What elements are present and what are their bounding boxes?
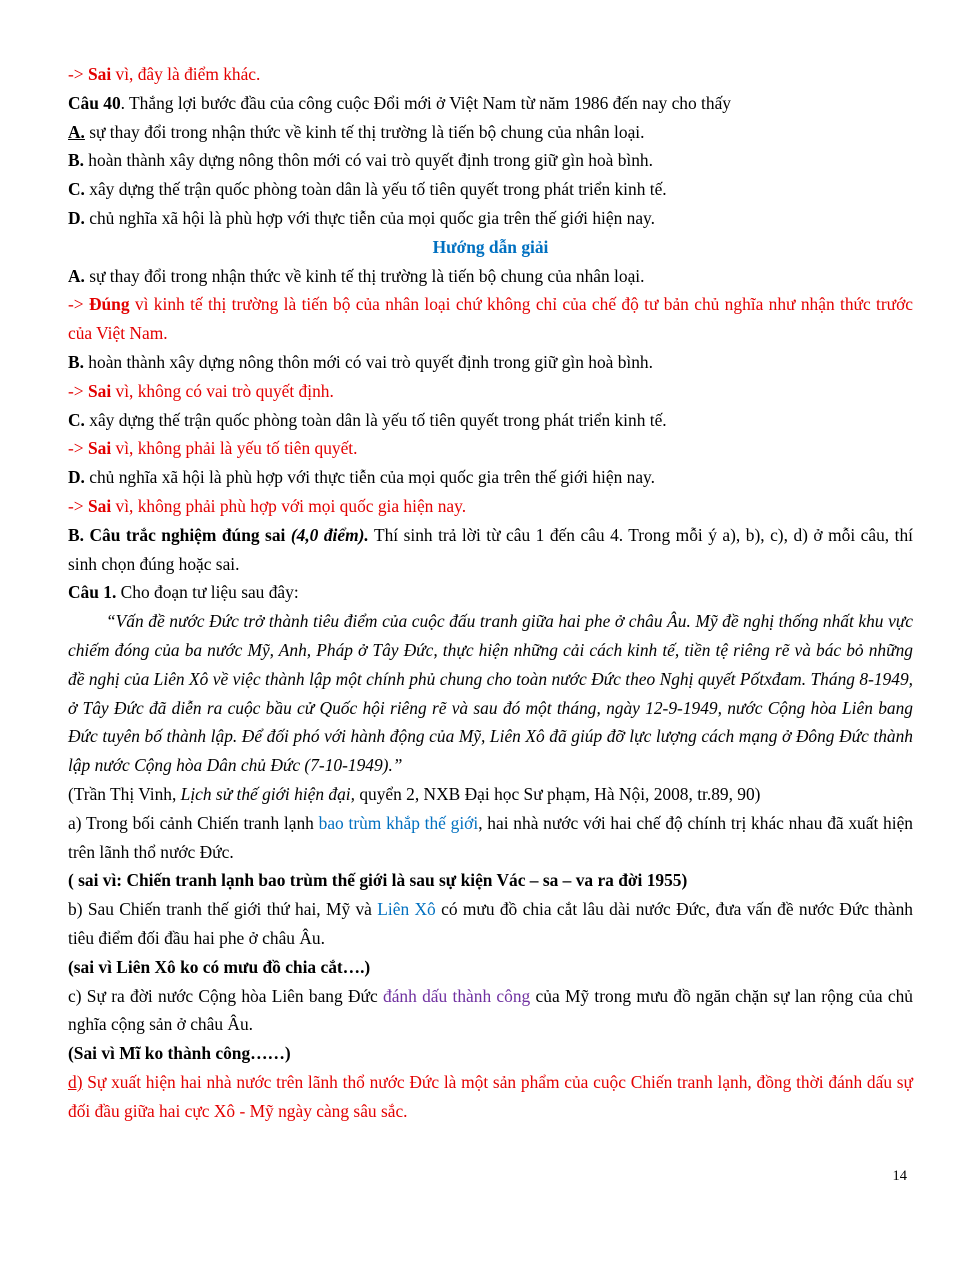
text-segment: C.: [68, 179, 85, 200]
text-segment: (4,0 điểm).: [290, 524, 369, 545]
text-segment: Câu 40: [68, 92, 121, 113]
text-segment: a) Trong bối cảnh Chiến tranh lạnh: [68, 812, 319, 833]
text-segment: Câu 1.: [68, 582, 117, 603]
text-segment: Sai: [87, 438, 112, 459]
item-a: [68, 809, 913, 867]
text-segment: quyển 2, NXB Đại học Sư phạm, Hà Nội, 2008, tr.89, 90): [354, 783, 761, 804]
item-d: [68, 1068, 913, 1126]
text-segment: vì, không phải phù hợp với mọi quốc gia hiện nay.: [111, 495, 467, 516]
text-segment: vì, đây là điểm khác.: [111, 64, 261, 84]
text-segment: B.: [68, 351, 84, 372]
q40-explain-a-dung: [68, 290, 913, 348]
text-segment: sự thay đổi trong nhận thức về kinh tế thị trường là tiến bộ chung của nhân loại.: [84, 121, 645, 142]
text-segment: b) Sau Chiến tranh thế giới thứ hai, Mỹ và: [68, 899, 378, 920]
item-c: [68, 982, 913, 1040]
text-segment: B. Câu trắc nghiệm đúng sai: [68, 524, 291, 545]
item-c-note: [68, 1039, 913, 1068]
q40-explain-c-sai: [68, 434, 913, 463]
text-segment: ( sai vì: Chiến tranh lạnh bao trùm thế giới là sau sự kiện Vác – sa – va ra đời 1955): [68, 870, 688, 891]
item-a-note: [68, 866, 913, 895]
text-segment: (Trần Thị Vinh,: [68, 783, 181, 804]
text-segment: (Sai vì Mĩ ko thành công……): [68, 1043, 291, 1064]
text-segment: ->: [68, 294, 89, 315]
text-segment: đánh dấu thành công: [383, 985, 531, 1006]
text-segment: Sai: [87, 64, 112, 84]
question-40: [68, 89, 913, 118]
text-segment: , hai nhà nước với hai chế độ chính trị khác nhau đã xuất hiện trên lãnh thổ nước Đức.: [68, 812, 913, 862]
q40-option-a: [68, 118, 913, 147]
text-segment: xây dựng thế trận quốc phòng toàn dân là yếu tố tiên quyết trong phát triển kinh tế.: [84, 409, 667, 430]
text-segment: vì, không có vai trò quyết định.: [111, 380, 334, 401]
q40-explain-d-sai: [68, 492, 913, 521]
question-1: [68, 578, 913, 607]
text-segment: chủ nghĩa xã hội là phù hợp với thực tiễn của mọi quốc gia trên thế giới hiện nay.: [84, 207, 655, 228]
q40-answer-a: [68, 262, 913, 291]
text-segment: “Vấn đề nước Đức trở thành tiêu điểm của cuộc đấu tranh giữa hai phe ở châu Âu. Mỹ đề nghị thống nhất khu vực chiếm đóng của ba nước Mỹ, Anh, Pháp ở Tây Đức, thực hiện những cải cách kinh tế, tiền tệ riêng rẽ và bác bỏ những đề nghị của Liên Xô về việc thành lập một chính phủ chung cho toàn nước Đức theo Nghị quyết Pốtxđam. Tháng 8-1949, ở Tây Đức đã diễn ra cuộc bầu cử Quốc hội riêng rẽ và sau đó một tháng, ngày 12-9-1949, nước Cộng hòa Liên bang Đức tuyên bố thành lập. Để đối phó với hành động của Mỹ, Liên Xô đã giúp đỡ lực lượng cách mạng ở Đông Đức thành lập nước Cộng hòa Dân chủ Đức (7-10-1949).”: [68, 611, 913, 776]
text-segment: hoàn thành xây dựng nông thôn mới có vai trò quyết định trong giữ gìn hoà bình.: [83, 150, 653, 171]
text-segment: C.: [68, 409, 85, 430]
q40-answer-b: [68, 348, 913, 377]
text-segment: Hướng dẫn giải: [432, 236, 549, 257]
sai-note-diem-khac: [68, 60, 913, 89]
text-segment: của Mỹ trong mưu đồ ngăn chặn sự lan rộng của chủ nghĩa cộng sản ở châu Âu.: [68, 985, 914, 1035]
text-segment: ->: [68, 380, 88, 401]
text-segment: ->: [68, 495, 88, 516]
text-segment: Sự xuất hiện hai nhà nước trên lãnh thổ nước Đức là một sản phẩm của cuộc Chiến tranh lạnh, đồng thời đánh dấu sự đối đầu giữa hai cực Xô - Mỹ ngày càng sâu sắc.: [68, 1071, 913, 1121]
text-segment: vì, không phải là yếu tố tiên quyết.: [111, 438, 358, 459]
document-body: [68, 60, 913, 1125]
q40-option-d: [68, 204, 913, 233]
text-segment: D.: [68, 467, 85, 488]
text-segment: (sai vì Liên Xô ko có mưu đồ chia cắt….): [68, 956, 371, 977]
text-segment: Liên Xô: [377, 899, 436, 920]
text-segment: B.: [68, 150, 84, 171]
text-segment: bao trùm khắp thế giới: [318, 812, 479, 833]
text-segment: hoàn thành xây dựng nông thôn mới có vai trò quyết định trong giữ gìn hoà bình.: [83, 351, 653, 372]
text-segment: ->: [68, 438, 88, 459]
text-segment: chủ nghĩa xã hội là phù hợp với thực tiễn của mọi quốc gia trên thế giới hiện nay.: [84, 467, 655, 488]
text-segment: Thí sinh trả lời từ câu 1 đến câu 4. Trong mỗi ý a), b), c), d) ở mỗi câu, thí sinh chọn đúng hoặc sai.: [68, 524, 913, 574]
section-b-header: [68, 521, 913, 579]
text-segment: d): [68, 1071, 83, 1092]
text-segment: Cho đoạn tư liệu sau đây:: [116, 582, 299, 603]
text-segment: c) Sự ra đời nước Cộng hòa Liên bang Đức: [68, 985, 383, 1006]
text-segment: ->: [68, 64, 88, 84]
text-segment: Đúng: [88, 294, 130, 315]
text-segment: sự thay đổi trong nhận thức về kinh tế thị trường là tiến bộ chung của nhân loại.: [84, 265, 645, 286]
text-segment: có mưu đồ chia cắt lâu dài nước Đức, đưa vấn đề nước Đức thành tiêu điểm đối đầu hai phe ở châu Âu.: [68, 899, 913, 948]
q40-explain-b-sai: [68, 377, 913, 406]
item-b: [68, 895, 913, 953]
item-b-note: [68, 953, 913, 982]
text-segment: Sai: [87, 380, 112, 401]
q40-option-b: [68, 146, 913, 175]
text-segment: A.: [68, 265, 85, 286]
quote-passage: [68, 607, 913, 780]
text-segment: A.: [68, 121, 85, 142]
text-segment: . Thắng lợi bước đầu của công cuộc Đổi mới ở Việt Nam từ năm 1986 đến nay cho thấy: [120, 92, 731, 113]
text-segment: xây dựng thế trận quốc phòng toàn dân là yếu tố tiên quyết trong phát triển kinh tế.: [84, 179, 667, 200]
solution-heading: [68, 233, 913, 262]
text-segment: Lịch sử thế giới hiện đại,: [180, 783, 355, 804]
q40-answer-c: [68, 406, 913, 435]
text-segment: Sai: [87, 495, 112, 516]
q40-option-c: [68, 175, 913, 204]
citation: [68, 780, 913, 809]
page-number: 14: [892, 1168, 907, 1184]
text-segment: vì kinh tế thị trường là tiến bộ của nhân loại chứ không chỉ của chế độ tư bản chủ nghĩa như nhận thức trước của Việt Nam.: [68, 294, 913, 344]
q40-answer-d: [68, 463, 913, 492]
text-segment: D.: [68, 207, 85, 228]
